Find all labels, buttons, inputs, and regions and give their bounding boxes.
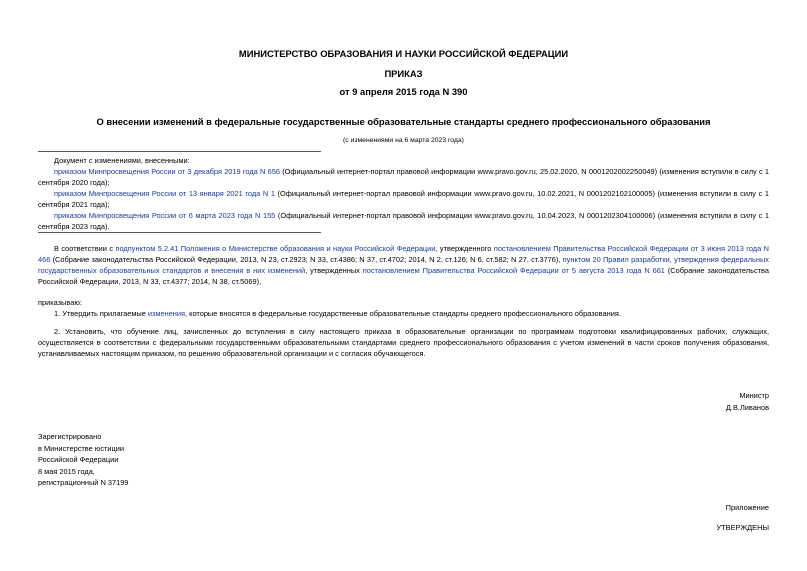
point-1-text-a: 1. Утвердить прилагаемые	[54, 309, 148, 318]
appendix-label: Приложение	[725, 503, 769, 512]
amendments-block	[38, 155, 769, 232]
registration-block	[38, 431, 128, 489]
amendment-item	[38, 210, 769, 232]
preamble-link-regulation[interactable]: подпунктом 5.2.41 Положения о Министерстве образования и науки Российской Федерации	[115, 244, 436, 253]
order-subject: О внесении изменений в федеральные государственные образовательные стандарты среднего профессионального образования	[96, 116, 711, 127]
preamble-link-decree-661[interactable]: постановлением Правительства Российской Федерации от 5 августа 2013 года N 661	[362, 266, 665, 275]
preamble-link-decree-466[interactable]: постановлением Правительства Российской Федерации от 3 июня 2013 года N 466	[38, 244, 770, 264]
amendment-item	[38, 188, 769, 210]
approved-label: УТВЕРЖДЕНЫ	[716, 523, 769, 532]
signature-block	[726, 390, 769, 414]
registration-line: регистрационный N 37199	[38, 478, 129, 488]
preamble-text-2: , утвержденного	[435, 244, 494, 253]
amendment-text-2: (Официальный интернет-портал правовой информации www.pravo.gov.ru, 10.02.2021, N 0001202102100005) (изменения вступили в силу с 1 сентября 2021 года);	[38, 189, 769, 209]
preamble-text-5: (Собрание законодательства Российской Федерации, 2013, N 33, ст.4377; 2014, N 38, ст.5069),	[38, 266, 769, 286]
amendment-text-1: (Официальный интернет-портал правовой информации www.pravo.gov.ru, 25.02.2020, N 0001202002250049) (изменения вступили в силу с 1 сентября 2020 года);	[38, 167, 769, 187]
preamble-text-4: , утвержденных	[305, 266, 363, 275]
amendment-note: (с изменениями на 6 марта 2023 года)	[343, 137, 464, 144]
amendment-link-2[interactable]: приказом Минпросвещения России от 13 января 2021 года N 1	[54, 189, 275, 198]
order-word: приказываю:	[38, 298, 82, 307]
amendment-text-3: (Официальный интернет-портал правовой информации www.pravo.gov.ru, 10.04.2023, N 0001202304100006) (изменения вступили в силу с 1 сентября 2023 года).	[38, 211, 769, 231]
signature-name: Д.В.Ливанов	[725, 403, 769, 412]
preamble-text-3: (Собрание законодательства Российской Федерации, 2013, N 23, ст.2923; N 33, ст.4386; N 37, ст.4702; 2014, N 2, ст.126; N 6, ст.582; N 27, ст.3776),	[50, 255, 563, 264]
point-2: 2. Установить, что обучение лиц, зачисленных до вступления в силу настоящего приказа в образовательные организации по программам подготовки квалифицированных рабочих, служащих, осуществляется в соответствии с федеральными государственными образовательными стандартами среднего профессионального образования с учетом изменений в части сроков получения образования, устанавливаемых настоящим приказом, по решению образовательной организации и с согласия обучающегося.	[38, 327, 769, 358]
preamble-text-1: В соответствии с	[54, 244, 116, 253]
registration-line: Зарегистрировано	[38, 432, 102, 441]
preamble-link-rules[interactable]: пунктом 20 Правил разработки, утверждения федеральных государственных образовательных стандартов и внесения в них изменений	[38, 255, 769, 275]
point-1-link-changes[interactable]: изменения	[147, 309, 186, 318]
registration-line: 8 мая 2015 года,	[38, 466, 95, 476]
point-1-text-b: , которые вносятся в федеральные государственные образовательные стандарты среднего профессионального образования.	[185, 309, 621, 318]
divider-bottom	[38, 232, 321, 233]
document-page	[38, 0, 769, 571]
ministry-title: МИНИСТЕРСТВО ОБРАЗОВАНИЯ И НАУКИ РОССИЙСКОЙ ФЕДЕРАЦИИ	[238, 48, 569, 59]
amendment-link-3[interactable]: приказом Минпросвещения России от 6 марта 2023 года N 155	[54, 211, 276, 220]
order-title: ПРИКАЗ	[384, 68, 423, 79]
point-1	[38, 308, 769, 319]
signature-title: Министр	[739, 391, 769, 400]
amendment-item	[38, 166, 769, 188]
order-date: от 9 апреля 2015 года N 390	[339, 86, 468, 97]
amendment-link-1[interactable]: приказом Минпросвещения России от 3 декабря 2019 года N 656	[54, 167, 280, 176]
preamble-paragraph	[38, 243, 769, 287]
registration-line: Российской Федерации	[38, 455, 119, 465]
divider-top	[38, 151, 321, 152]
registration-line: в Министерстве юстиции	[38, 443, 125, 453]
amendments-intro: Документ с изменениями, внесенными:	[54, 156, 190, 165]
